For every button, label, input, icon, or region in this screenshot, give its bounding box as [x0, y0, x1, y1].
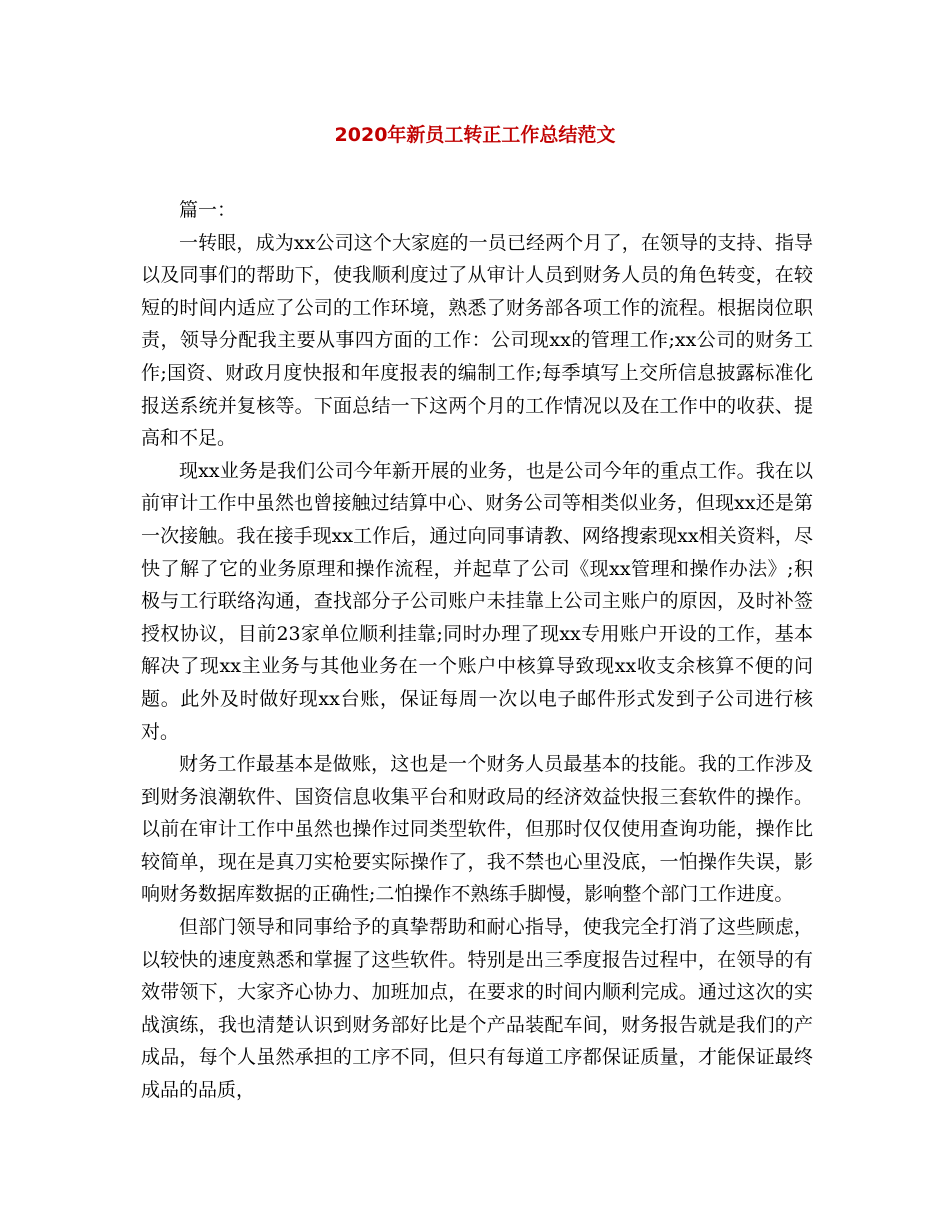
paragraph-1: 一转眼，成为xx公司这个大家庭的一员已经两个月了，在领导的支持、指导以及同事们的帮助下，使我顺利度过了从审计人员到财务人员的角色转变，在较短的时间内适应了公司的工作环境，熟悉了财务部各项工作的流程。根据岗位职责，领导分配我主要从事四方面的工作：公司现xx的管理工作;xx公司的财务工作;国资、财政月度快报和年度报表的编制工作;每季填写上交所信息披露标准化报送系统并复核等。下面总结一下这两个月的工作情况以及在工作中的收获、提高和不足。	[141, 231, 813, 450]
document-body	[141, 194, 813, 1107]
paragraph-4: 但部门领导和同事给予的真挚帮助和耐心指导，使我完全打消了这些顾虑，以较快的速度熟悉和掌握了这些软件。特别是出三季度报告过程中，在领导的有效带领下，大家齐心协力、加班加点，在要求的时间内顺利完成。通过这次的实战演练，我也清楚认识到财务部好比是个产品装配车间，财务报告就是我们的产成品，每个人虽然承担的工序不同，但只有每道工序都保证质量，才能保证最终成品的品质，	[141, 916, 813, 1102]
section-label: 篇一：	[179, 199, 237, 221]
paragraph-3: 财务工作最基本是做账，这也是一个财务人员最基本的技能。我的工作涉及到财务浪潮软件、国资信息收集平台和财政局的经济效益快报三套软件的操作。以前在审计工作中虽然也操作过同类型软件，但那时仅仅使用查询功能，操作比较简单，现在是真刀实枪要实际操作了，我不禁也心里没底，一怕操作失误，影响财务数据库数据的正确性;二怕操作不熟练手脚慢，影响整个部门工作进度。	[141, 753, 813, 906]
document-title: 2020年新员工转正工作总结范文	[334, 124, 616, 146]
paragraph-2: 现xx业务是我们公司今年新开展的业务，也是公司今年的重点工作。我在以前审计工作中虽然也曾接触过结算中心、财务公司等相类似业务，但现xx还是第一次接触。我在接手现xx工作后，通过向同事请教、网络搜索现xx相关资料，尽快了解了它的业务原理和操作流程，并起草了公司《现xx管理和操作办法》;积极与工行联络沟通，查找部分子公司账户未挂靠上公司主账户的原因，及时补签授权协议，目前23家单位顺利挂靠;同时办理了现xx专用账户开设的工作，基本解决了现xx主业务与其他业务在一个账户中核算导致现xx收支余核算不便的问题。此外及时做好现xx台账，保证每周一次以电子邮件形式发到子公司进行核对。	[141, 459, 813, 743]
